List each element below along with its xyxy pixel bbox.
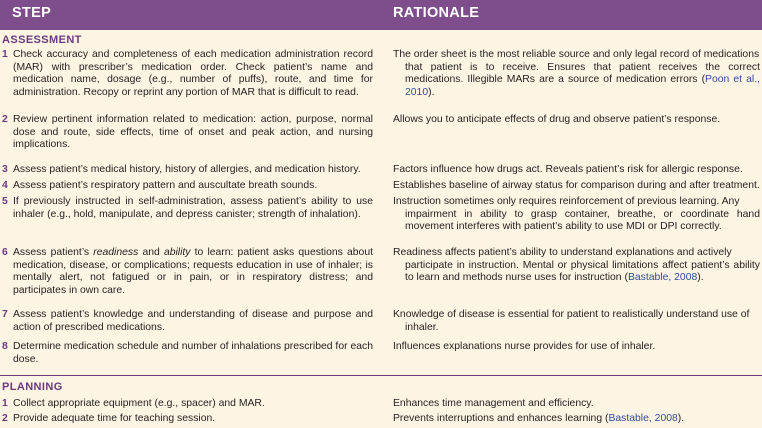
rationale-first-line: The order sheet is the most reliable source and only legal record of medications [393,49,760,60]
rationale-first-line: Readiness affects patient’s ability to understand explanations and actively [393,247,732,258]
step-text: Assess patient’s knowledge and understanding of disease and purpose and action of prescribed medications. [13,309,373,333]
step-text: Assess patient’s medical history, history of allergies, and medication history. [13,164,361,175]
rationale-text [393,114,760,127]
rationale-text [393,247,760,285]
rationale-first-line: Establishes baseline of airway status for comparison during and after treatment. [393,180,760,191]
rationale-text [393,398,760,411]
step-text: Assess patient’s respiratory pattern and auscultate breath sounds. [13,180,318,191]
rationale-continuation: inhaler. [405,321,439,333]
step-number: 3 [2,164,8,175]
step-text-part: and [138,247,164,258]
step-text: Review pertinent information related to medication: action, purpose, normal dose and route, side effects, time of onset and peak action, and nursing implications. [13,114,373,151]
step-number: 7 [2,309,8,320]
step-text: Provide adequate time for teaching session. [13,413,216,424]
rationale-first-line: Allows you to anticipate effects of drug and observe patient’s response. [393,114,721,125]
rationale-continuation: impairment in ability to grasp container, breathe, or coordinate hand movement interferes with patient’s ability to use MDI or DPI correctly. [405,208,760,233]
rationale-continuation [393,62,760,100]
rationale-text [393,164,760,177]
planning-section-title: PLANNING [2,381,63,393]
step-text: If previously instructed in self-administration, assess patient’s ability to use inhaler (e.g., hold, manipulate, and depress canister; strength of inhalation). [13,196,373,220]
rationale-first-line: Knowledge of disease is essential for patient to realistically understand use of [393,309,750,320]
rationale-text [393,180,760,193]
step-number: 2 [2,114,8,125]
rationale-text [393,49,760,99]
rationale-end: ). [697,272,704,284]
step-number: 6 [2,247,8,258]
rationale-text [393,341,760,354]
rationale-text [393,309,760,334]
step-number: 1 [2,49,8,60]
step-number: 8 [2,341,8,352]
step-text [13,247,373,297]
step-emphasis: ability [163,247,191,258]
rationale-first-line: Enhances time management and efficiency. [393,398,594,409]
rationale-end: ). [428,86,435,98]
step-text: Determine medication schedule and number of inhalations prescribed for each dose. [13,341,373,365]
step-text-part: Assess patient’s [13,247,94,258]
table-header [0,0,762,30]
step-text-part: to learn: patient asks questions about medication, disease, or complications; requests education in use of inhaler; is mentally alert, not fatigued or in pain, or in respiratory distress; and participates in own care. [13,247,373,296]
step-number: 4 [2,180,8,191]
rationale-first-line [393,413,760,426]
step-text: Check accuracy and completeness of each medication administration record (MAR) with prescriber’s medication order. Check patient’s name and medication name, dosage (e.g., number of puffs), route, and time for administration. Recopy or reprint any portion of MAR that is difficult to read. [13,49,373,98]
rationale-column-header: RATIONALE [393,5,480,21]
step-column-header: STEP [12,5,52,21]
rationale-continuation [393,260,760,285]
assessment-section-title: ASSESSMENT [2,34,82,46]
citation-link: Bastable, 2008 [627,272,698,284]
rationale-first-line: Factors influence how drugs act. Reveals patient’s risk for allergic response. [393,164,743,175]
rationale-text [393,196,760,234]
rationale-rest: participate in instruction. Mental or physical limitations affect patient’s ability to learn and methods nurse uses for instruction ( [405,259,760,284]
step-text: Collect appropriate equipment (e.g., spacer) and MAR. [13,398,265,409]
citation-link: Bastable, 2008 [608,413,678,424]
rationale-part: Prevents interruptions and enhances learning ( [393,413,609,424]
rationale-text [393,413,760,426]
section-divider [0,375,762,376]
step-number: 1 [2,398,8,409]
step-number: 5 [2,196,8,207]
rationale-rest: that patient is to receive. Ensures that patient receives the correct medications. Illegible MARs are a source of medication errors ( [405,61,760,86]
citation-link: Poon et al., 2010 [405,74,760,98]
rationale-first-line: Instruction sometimes only requires reinforcement of previous learning. Any [393,196,740,207]
step-emphasis: readiness [93,247,139,258]
rationale-first-line: Influences explanations nurse provides for use of inhaler. [393,341,656,352]
rationale-end: ). [677,413,685,424]
step-number: 2 [2,413,8,424]
